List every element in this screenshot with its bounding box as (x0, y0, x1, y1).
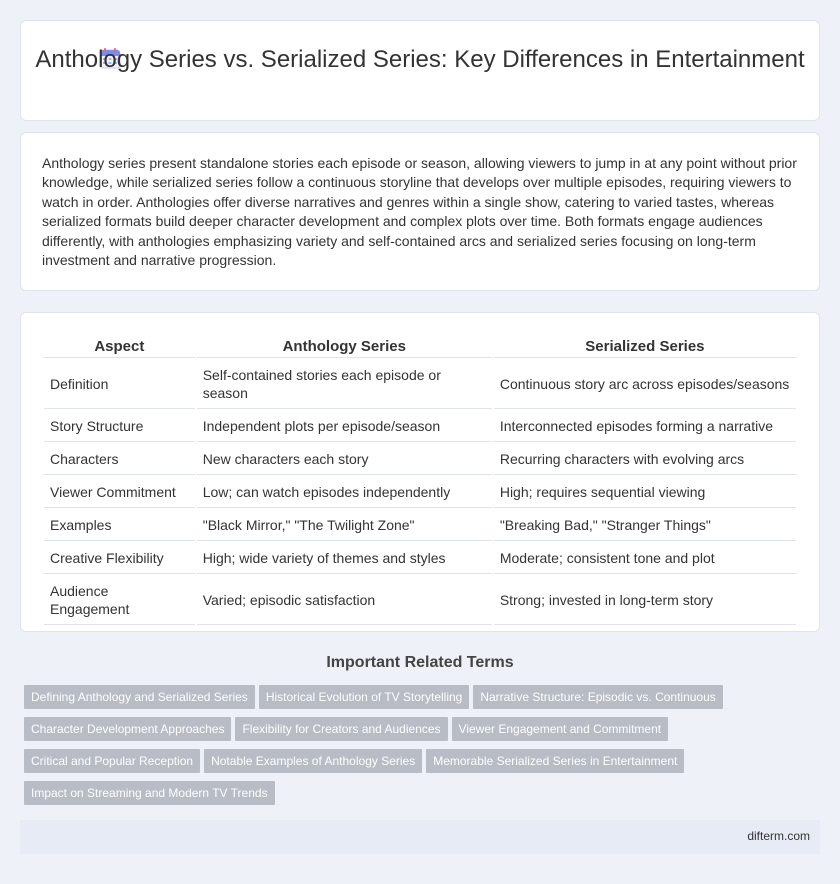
table-row (44, 411, 796, 442)
table-row (44, 477, 796, 508)
related-term-tag[interactable]: Character Development Approaches (24, 717, 231, 741)
related-terms-list (24, 685, 824, 813)
related-term-tag[interactable]: Historical Evolution of TV Storytelling (259, 685, 470, 709)
related-term-tag[interactable]: Memorable Serialized Series in Entertainment (426, 749, 684, 773)
table-row (44, 444, 796, 475)
table-row (44, 543, 796, 574)
related-term-tag[interactable]: Impact on Streaming and Modern TV Trends (24, 781, 275, 805)
table-row (44, 576, 796, 625)
cell-serialized: Strong; invested in long-term story (494, 576, 796, 625)
cell-aspect: Viewer Commitment (44, 477, 195, 508)
cell-anthology: New characters each story (197, 444, 492, 475)
cell-serialized: High; requires sequential viewing (494, 477, 796, 508)
related-terms-title: Important Related Terms (326, 654, 514, 671)
header-anthology: Anthology Series (197, 336, 492, 358)
related-term-tag[interactable]: Defining Anthology and Serialized Series (24, 685, 255, 709)
cell-aspect: Examples (44, 510, 195, 541)
cell-aspect: Definition (44, 360, 195, 409)
header-serialized: Serialized Series (494, 336, 796, 358)
table-row (44, 360, 796, 409)
footer (20, 820, 820, 854)
summary-card (20, 132, 820, 291)
cell-anthology: "Black Mirror," "The Twilight Zone" (197, 510, 492, 541)
summary-text: Anthology series present standalone stories each episode or season, allowing viewers to jump in at any point without prior knowledge, while serialized series follow a continuous storyline that develops over multiple episodes, requiring viewers to watch in order. Anthologies offer diverse narratives and genres within a single show, catering to varied tastes, whereas serialized formats build deeper character development and complex plots over time. Both formats engage audiences differently, with anthologies emphasizing variety and self-contained arcs and serialized series focusing on long-term investment and narrative progression. (42, 155, 797, 269)
comparison-table-card (20, 312, 820, 632)
cell-aspect: Audience Engagement (44, 576, 195, 625)
related-term-tag[interactable]: Narrative Structure: Episodic vs. Continuous (473, 685, 722, 709)
cell-aspect: Characters (44, 444, 195, 475)
cell-serialized: "Breaking Bad," "Stranger Things" (494, 510, 796, 541)
related-term-tag[interactable]: Viewer Engagement and Commitment (452, 717, 669, 741)
cell-anthology: Self-contained stories each episode or season (197, 360, 492, 409)
cell-anthology: Low; can watch episodes independently (197, 477, 492, 508)
cell-anthology: Varied; episodic satisfaction (197, 576, 492, 625)
cell-anthology: High; wide variety of themes and styles (197, 543, 492, 574)
cell-serialized: Interconnected episodes forming a narrative (494, 411, 796, 442)
page-title: Anthology Series vs. Serialized Series: Key Differences in Entertainment (35, 46, 805, 73)
cell-serialized: Moderate; consistent tone and plot (494, 543, 796, 574)
cell-serialized: Continuous story arc across episodes/seasons (494, 360, 796, 409)
related-term-tag[interactable]: Notable Examples of Anthology Series (204, 749, 422, 773)
related-term-tag[interactable]: Critical and Popular Reception (24, 749, 200, 773)
related-term-tag[interactable]: Flexibility for Creators and Audiences (235, 717, 447, 741)
footer-site-link[interactable]: difterm.com (747, 829, 810, 843)
header-card (20, 20, 820, 121)
comparison-table (42, 334, 798, 627)
table-row (44, 510, 796, 541)
table-header-row (44, 336, 796, 358)
cell-aspect: Story Structure (44, 411, 195, 442)
header-aspect: Aspect (44, 336, 195, 358)
cell-anthology: Independent plots per episode/season (197, 411, 492, 442)
cell-serialized: Recurring characters with evolving arcs (494, 444, 796, 475)
cell-aspect: Creative Flexibility (44, 543, 195, 574)
